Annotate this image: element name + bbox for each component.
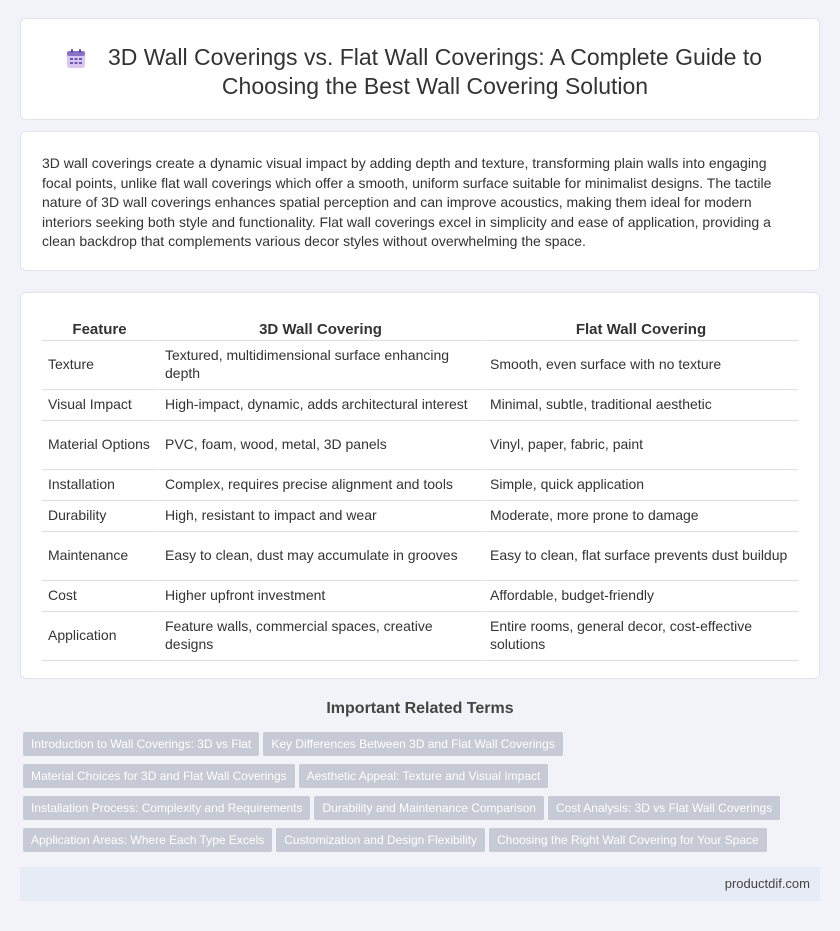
table-cell: Higher upfront investment — [157, 581, 482, 612]
table-cell: Easy to clean, dust may accumulate in grooves — [157, 532, 482, 581]
table-cell: Cost — [42, 581, 157, 612]
header-3d: 3D Wall Covering — [157, 315, 482, 341]
table-cell: Smooth, even surface with no texture — [482, 341, 798, 390]
table-cell: High, resistant to impact and wear — [157, 501, 482, 532]
table-cell: High-impact, dynamic, adds architectural interest — [157, 390, 482, 421]
table-cell: Moderate, more prone to damage — [482, 501, 798, 532]
related-term-tag[interactable]: Durability and Maintenance Comparison — [314, 796, 543, 820]
table-row — [42, 470, 798, 501]
footer-site-link[interactable]: productdif.com — [724, 876, 810, 891]
table-cell: Feature walls, commercial spaces, creative designs — [157, 612, 482, 661]
header-feature: Feature — [42, 315, 157, 341]
comparison-table — [42, 315, 798, 661]
header-card — [20, 18, 820, 120]
table-cell: Maintenance — [42, 532, 157, 581]
table-cell: Installation — [42, 470, 157, 501]
related-term-tag[interactable]: Introduction to Wall Coverings: 3D vs Flat — [23, 732, 259, 756]
table-cell: PVC, foam, wood, metal, 3D panels — [157, 421, 482, 470]
related-terms-heading: Important Related Terms — [326, 700, 514, 717]
intro-card — [20, 131, 820, 271]
table-row — [42, 341, 798, 390]
related-term-tag[interactable]: Installation Process: Complexity and Requirements — [23, 796, 310, 820]
related-term-tag[interactable]: Application Areas: Where Each Type Excels — [23, 828, 272, 852]
related-term-tag[interactable]: Cost Analysis: 3D vs Flat Wall Coverings — [548, 796, 780, 820]
table-cell: Visual Impact — [42, 390, 157, 421]
table-row — [42, 421, 798, 470]
table-cell: Affordable, budget-friendly — [482, 581, 798, 612]
related-term-tag[interactable]: Material Choices for 3D and Flat Wall Coverings — [23, 764, 295, 788]
table-cell: Simple, quick application — [482, 470, 798, 501]
table-row — [42, 612, 798, 661]
table-cell: Material Options — [42, 421, 157, 470]
table-cell: Minimal, subtle, traditional aesthetic — [482, 390, 798, 421]
related-term-tag[interactable]: Aesthetic Appeal: Texture and Visual Impact — [299, 764, 549, 788]
header-flat: Flat Wall Covering — [482, 315, 798, 341]
table-cell: Entire rooms, general decor, cost-effective solutions — [482, 612, 798, 661]
table-row — [42, 532, 798, 581]
comparison-card — [20, 292, 820, 679]
table-cell: Complex, requires precise alignment and tools — [157, 470, 482, 501]
table-row — [42, 581, 798, 612]
footer — [20, 867, 820, 901]
table-row — [42, 501, 798, 532]
table-cell: Easy to clean, flat surface prevents dust buildup — [482, 532, 798, 581]
intro-paragraph: 3D wall coverings create a dynamic visual impact by adding depth and texture, transforming plain walls into engaging focal points, unlike flat wall coverings which offer a smooth, uniform surface suitable for minimalist designs. The tactile nature of 3D wall coverings enhances spatial perception and can improve acoustics, making them ideal for modern interiors seeking both style and functionality. Flat wall coverings excel in simplicity and ease of application, providing a clean backdrop that complements various decor styles without overwhelming the space. — [42, 155, 772, 250]
related-term-tag[interactable]: Key Differences Between 3D and Flat Wall Coverings — [263, 732, 562, 756]
table-cell: Textured, multidimensional surface enhancing depth — [157, 341, 482, 390]
table-cell: Durability — [42, 501, 157, 532]
page-title: 3D Wall Coverings vs. Flat Wall Coverings: A Complete Guide to Choosing the Best Wall Covering Solution — [107, 44, 763, 99]
table-cell: Application — [42, 612, 157, 661]
table-cell: Texture — [42, 341, 157, 390]
related-term-tag[interactable]: Choosing the Right Wall Covering for Your Space — [489, 828, 767, 852]
table-cell: Vinyl, paper, fabric, paint — [482, 421, 798, 470]
table-header-row — [42, 315, 798, 341]
table-row — [42, 390, 798, 421]
related-term-tag[interactable]: Customization and Design Flexibility — [276, 828, 485, 852]
related-terms-list — [23, 732, 803, 860]
